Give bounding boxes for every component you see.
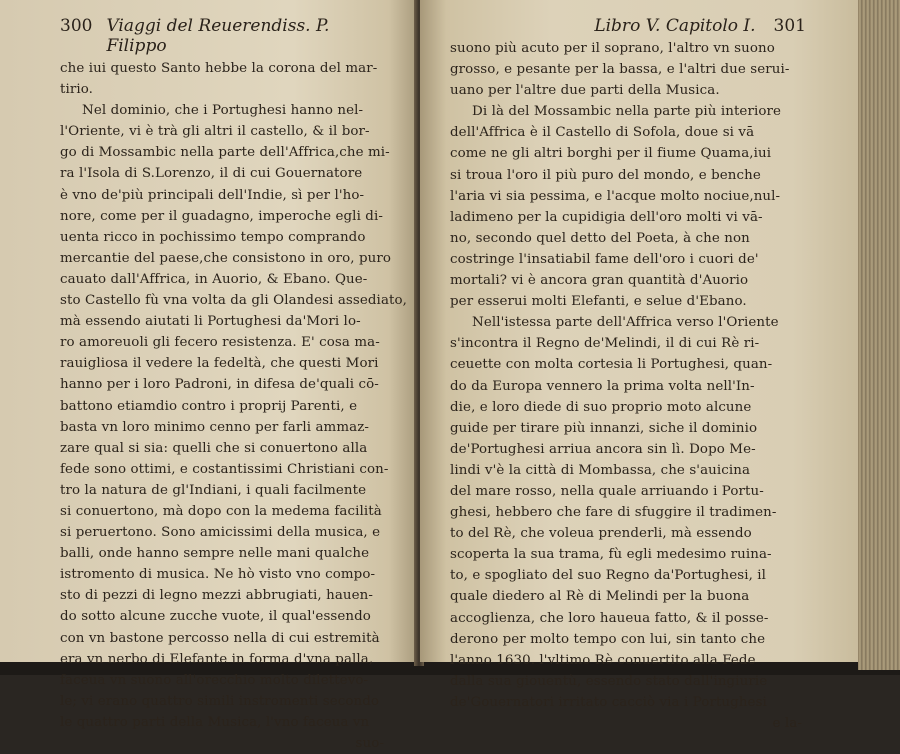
text-line: è vno de'più principali dell'Indie, sì per l'ho- [60,187,365,203]
text-line: ghesi, hebbero che fare di sfuggire il tradimen- [450,505,777,521]
text-line: uenta ricco in pochissimo tempo comprando [60,229,366,245]
text-line: tirio. [60,82,94,98]
text-line: rauigliosa il vedere la fedeltà, che questi Mori [60,356,379,372]
left-page-number: 300 [60,16,93,36]
text-line: sto di pezzi di legno mezzi abbrugiati, hauen- [60,588,374,604]
text-line: de'Gouernatori irritato cacciò via i Portughesi [450,694,767,710]
text-line: mà essendo aiutati li Portughesi da'Mori lo- [60,314,361,330]
right-page-number: 301 [773,16,806,36]
text-line: come ne gli altri borghi per il fiume Quama,iui [450,146,772,162]
text-line: Nel dominio, che i Portughesi hanno nel- [82,103,364,119]
left-running-head: Viaggi del Reuerendiss. P. Filippo [106,16,330,56]
text-line: Nell'istessa parte dell'Affrica verso l'Oriente [472,315,779,331]
text-line: basta vn loro minimo cenno per farli ammaz- [60,419,370,435]
text-line: tro la natura de gl'Indiani, i quali facilmente [60,482,367,498]
text-line: le quattro parti della Musica, l'vno faceua vn [60,714,370,730]
text-line: dell'Affrica è il Castello di Sofola, doue si vā [450,125,755,141]
text-line: si peruertono. Sono amicissimi della musica, e [60,525,381,541]
text-line: costringe l'insatiabil fame dell'oro i cuori de' [450,251,759,267]
text-line: nore, come per il guadagno, imperoche egli di- [60,208,383,224]
text-line: fede sono ottimi, e costantissimi Christiani con- [60,461,389,477]
text-line: cauato dall'Affrica, in Auorio, & Ebano. Que- [60,271,368,287]
text-line: con vn bastone percosso nella di cui estremità [60,630,380,646]
text-line: le; vi erano quattro simili instromenti secondo [60,693,380,709]
text-line: to del Rè, che voleua prenderli, mà essendo [450,526,752,542]
text-line: l'Oriente, vi è trà gli altri il castello, & il bor- [60,124,370,140]
text-line: del mare rosso, nella quale arriuando i Portu- [450,483,764,499]
text-line: si conuertono, mà dopo con la medema facilità [60,503,382,519]
text-line: suono più acuto per il soprano, l'altro vn suono [450,41,775,56]
text-line: ro amoreuoli gli fecero resistenza. E' cosa ma- [60,335,380,351]
text-line: quale diedero al Rè di Melindi per la buona [450,589,750,605]
left-catchword: suo- [355,736,384,751]
text-line: de'Portughesi arriua ancora sin lì. Dopo Me- [450,441,756,457]
text-line: dalla sua giouentù, essendo stato dall'ingiurie [450,673,768,689]
text-line: ceuette con molta cortesia li Portughesi, quan- [450,357,773,373]
text-line: go di Mossambic nella parte dell'Affrica,che mi- [60,145,390,161]
text-line: s'incontra il Regno de'Melindi, il di cui Rè ri- [450,336,760,352]
text-line: che iui questo Santo hebbe la corona del mar- [60,61,378,76]
text-line: istromento di musica. Ne hò visto vno compo- [60,567,376,583]
right-page-text [450,38,806,713]
right-catchword: e la- [772,716,802,731]
text-line: derono per molto tempo con lui, sin tanto che [450,631,766,647]
text-line: uano per l'altre due parti della Musica. [450,83,720,99]
text-line: mercantie del paese,che consistono in oro, puro [60,250,392,266]
text-line: die, e loro diede di suo proprio moto alcune [450,399,752,415]
text-line: guide per tirare più innanzi, siche il dominio [450,420,758,436]
right-running-head: Libro V. Capitolo I. [594,16,756,36]
text-line: hanno per i loro Padroni, in difesa de'quali cō- [60,377,379,393]
text-line: battono etiamdio contro i proprij Parenti, e [60,398,358,414]
text-line: to, e spogliato del suo Regno da'Portughesi, il [450,568,767,584]
text-line: zare qual si sia: quelli che si conuertono alla [60,440,368,456]
text-line: do da Europa vennero la prima volta nell'In- [450,378,755,394]
text-line: mortali? vi è ancora gran quantità d'Auorio [450,273,749,289]
text-line: si troua l'oro il più puro del mondo, e benche [450,167,761,183]
left-page [0,0,418,751]
text-line: l'aria vi sia pessima, e l'acque molto nociue,nul- [450,188,781,204]
text-line: balli, onde hanno sempre nelle mani qualche [60,546,370,562]
text-line: ladimeno per la cupidigia dell'oro molti vi vā- [450,209,763,225]
text-line: scoperta la sua trama, fù egli medesimo ruina- [450,547,772,563]
text-line: faceua vn suono all'orecchio molto dilettevo- [60,672,369,688]
text-line: accoglienza, che loro haueua fatto, & il posse- [450,610,769,626]
text-line: no, secondo quel detto del Poeta, à che non [450,230,750,246]
left-page-header [60,16,388,56]
right-page-header [450,16,806,36]
right-page [420,0,858,731]
left-page-text [60,58,408,733]
text-line: era vn nerbo di Elefante in forma d'vna palla, [60,651,374,667]
text-line: lindi v'è la città di Mombassa, che s'auicina [450,462,751,478]
page-edges [858,0,900,670]
text-line: sto Castello fù vna volta da gli Olandesi assediato, [60,293,408,309]
text-line: do sotto alcune zucche vuote, il qual'essendo [60,609,371,625]
text-line: Di là del Mossambic nella parte più interiore [472,104,782,120]
text-line: l'anno 1630. l'vltimo Rè conuertito alla Fede [450,652,756,668]
text-line: ra l'Isola di S.Lorenzo, il di cui Gouernatore [60,166,363,182]
text-line: per esserui molti Elefanti, e selue d'Ebano. [450,294,747,310]
text-line: grosso, e pesante per la bassa, e l'altri due serui- [450,62,790,78]
